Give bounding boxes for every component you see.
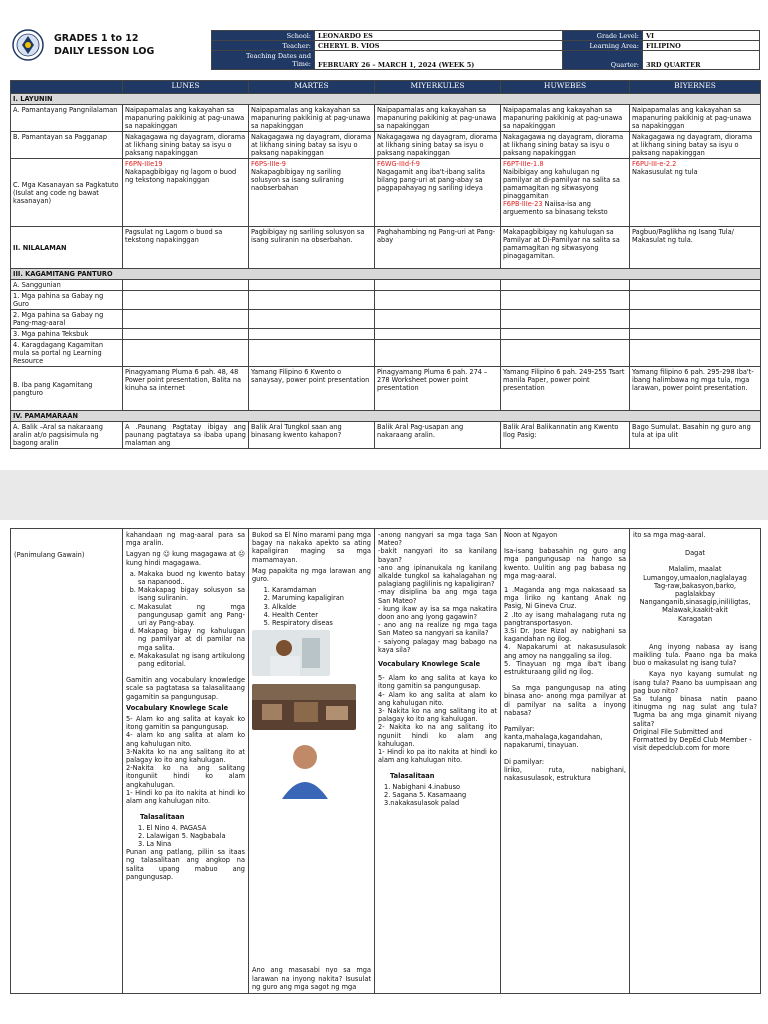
list-item: 3.nakakasulasok palad [384,799,460,808]
list-item: 5. Respiratory diseas [272,619,371,627]
cell: Naipapamalas ang kakayahan sa mapanuring pakikinig at pag-unawa sa napakinggan [123,105,249,132]
school-label: School: [212,31,315,41]
list-item: 3. Alkalde [272,603,371,611]
row-kasanayan [11,159,761,227]
row-label: 1. Mga pahina sa Gabay ng Guro [11,291,123,310]
day-header-huwebes: HUWEBES [501,81,630,94]
list-item: -anong nangyari sa mga taga San Mateo? [378,531,497,548]
text: kahandaan ng mag-aaral para sa mga aralin. [126,531,245,548]
cell: Bago Sumulat. Basahin ng guro ang tula at ipa ulit [630,422,761,449]
title-line1: GRADES 1 to 12 [54,33,139,44]
text: Pamilyar: [504,725,535,734]
dates-value: FEBRUARY 26 – MARCH 1, 2024 (WEEK 5) [315,51,563,70]
cell: Balik Aral Pag-usapan ang nakaraang aralin. [375,422,501,449]
poem-line: Lumangoy,umaalon,naglalayag [643,573,747,582]
row-pagganap [11,132,761,159]
list-item: d. Makapag bigay ng kahulugan ng pamilyar at di pamilar na mga salita. [138,627,245,652]
dirty-surroundings-photo [252,684,356,730]
cell: Pagsulat ng Lagom o buod sa tekstong napakinggan [123,227,249,269]
dates-label [212,51,315,70]
list-item: 4- alam ko ang salita at alam ko ang kahulugan nito. [126,731,245,748]
list-item: 2 .Ito ay isang mahalagang ruta ng pangtransportasyon. [504,610,626,627]
continuation-table [10,528,761,994]
list-item: 1. Karamdaman [272,586,371,594]
teacher-value: CHERYL B. VIOS [315,41,563,51]
cell [630,159,761,227]
cell: Yamang Filipino 6 pah. 249-255 Tsart manila Paper, power point presentation [501,367,630,411]
row-label: B. Iba pang Kagamitang pangturo [11,367,123,411]
subheading: Talasalitaan [390,772,435,781]
lesson-log-table [10,80,761,449]
list-item: 1. Nabighani 4.inabuso [384,782,461,791]
header-info-table [211,30,760,70]
list-item: c. Makasulat ng mga pangungusap gamit ang Pang-uri ay Pang-abay. [138,603,245,628]
quarter-label: Quarter: [563,51,643,70]
deped-seal-icon [12,29,44,61]
cell: Pinagyamang Pluma 6 pah. 48, 48 Power point presentation, Balita na kinuha sa internet [123,367,249,411]
text: Mag papakita ng mga larawan ang guro. [252,566,371,584]
page-2 [0,520,768,1024]
list-item: 2. Lalawigan 5. Nagbabala [138,831,226,840]
quarter-value: 3RD QUARTER [643,51,760,70]
cell: Pagbibigay ng sariling solusyon sa isang suliranin na obserbahan. [249,227,375,269]
text: Naibibigay ang kahulugan ng pamilyar at di-pamilyar na salita sa pamamagitan ng sitwasyong pinaggamitan [503,168,620,200]
row-label: A. Balik –Aral sa nakaraang aralin at/o pagsisimula ng bagong aralin [11,422,123,449]
row-gabay [11,291,761,310]
cell: Naipapamalas ang kakayahan sa mapanuring pakikinig at pag-unawa sa napakinggan [249,105,375,132]
row-iba [11,367,761,411]
subheading: Vocabulary Knowlege Scale [378,660,481,669]
poem-title: Dagat [685,549,705,558]
cell: Pinagyamang Pluma 6 pah. 274 – 278 Worksheet power point presentation [375,367,501,411]
grade-label: Grade Level: [563,31,643,41]
row-label: 3. Mga pahina Teksbuk [11,329,123,340]
poem-line: paglalakbay [674,590,716,599]
text: Isa-isang babasahin ng guro ang mga pangungusap na hango sa kwento. Uulitin ang pag babasa ng mga mag-aaral. [504,547,626,580]
section-label: IV. PAMAMARAAN [11,411,761,422]
dates-label-line2: Time: [292,60,311,68]
document-title [54,32,154,58]
row-balik [11,422,761,449]
section-layunin [11,94,761,105]
text: Nakapagbibigay ng lagom o buod ng tekstong napakinggan [125,168,237,184]
text: Ano ang masasabi nyo sa mga larawan na inyong nakita? Isusulat ng guro ang mga sagot ng mga [252,966,371,991]
row-teksbuk [11,329,761,340]
code: F6PS-IIIe-9 [251,160,286,168]
school-value: LEONARDO ES [315,31,563,41]
cell: Naipapamalas ang kakayahan sa mapanuring pakikinig at pag-unawa sa napakinggan [375,105,501,132]
list-item: 2- Nakita ko na ang salitang ito nguniit hindi ko alam ang kahulugan. [378,723,497,748]
list-item: -ano ang ipinanukala ng kanilang alkalde tungkol sa kahalagahan ng palagiang paglilinis ng kapaligiran? [378,563,497,589]
list-item: 1. El Nino 4. PAGASA [138,823,207,832]
text: Noon at Ngayon [504,531,558,539]
cell: Yamang Filipino 6 Kwento o sanaysay, power point presentation [249,367,375,411]
text: Bukod sa El Nino marami pang mga bagay na nakaka apekto sa ating kapaligiran maging sa mga mamamayan. [252,531,371,564]
cell: Nakagagawa ng dayagram, diorama at likhang sining batay sa isyu o paksang napakinggan [501,132,630,159]
text: Nagagamit ang iba't-ibang salita bilang pang-uri at pang-abay sa pagpapahayag ng sariling ideya [377,168,485,192]
poem-line: Malalim, maalat [668,565,722,574]
text: Nakapagbibigay ng sariling solusyon sa isang suliraning naobserbahan [251,168,344,192]
list-item: - kung ikaw ay isa sa mga nakatira doon ano ang iyong gagawin? [378,604,497,622]
cell-miyerkules [375,529,501,994]
list-item: -may disiplina ba ang mga taga San Mateo? [378,588,497,605]
text: Gamitin ang vocabulary knowledge scale sa pagtatasa sa talasalitaang gagamitin sa pangungusap. [126,676,245,701]
code: F6PU-III-e-2.2 [632,160,677,168]
extra [503,200,627,216]
cell [375,159,501,227]
cell: Pagbuo/Paglikha ng Isang Tula/ Makasulat ng tula. [630,227,761,269]
text: Di pamilyar: [504,757,545,766]
list-item: 1- Hindi ko pa ito nakita at hindi ko alam ang kahulugan nito. [126,788,245,806]
area-label: Learning Area: [563,41,643,51]
text: Punan ang patlang, piliin sa itaas ng talasalitaan ang angkop na salita upang mabuo ang pangungusap. [126,848,245,881]
text: Kaya nyo kayang sumulat ng isang tula? Paano ba uumpisaan ang pag buo nito? [633,670,757,695]
list-item: - ano ang na realize ng mga taga San Mateo sa nangyari sa kanila? [378,621,497,638]
list-item: 3.Si Dr. Jose Rizal ay nabighani sa kagandahan ng ilog. [504,627,626,644]
row-label: 2. Mga pahina sa Gabay ng Pang-mag-aaral [11,310,123,329]
poem-line: Karagatan [677,614,713,623]
code: F6WG-IIId-f-9 [377,160,420,168]
list-item: 2-Nakita ko na ang salitang itonguniit hindi ko alam angkahulugan. [126,764,245,789]
text: Lagyan ng ☺ kung magagawa at ☹ kung hindi magagawa. [126,550,245,567]
text: Sa mga pangungusap na ating binasa ano- anong mga pamilyar at di pamilyar na salita a inyong nabasa? [504,684,626,717]
cell: Paghahambing ng Pang-uri at Pang-abay [375,227,501,269]
list-item: 4- Alam ko ang salita at alam ko ang kahulugan nito. [378,690,497,707]
image-list [252,586,371,627]
day-header-miyerkules: MIYERKULES [375,81,501,94]
patient-photo [252,630,330,676]
list-item: 5- Alam ko ang salita at kaya ko itong gamitin sa pangungusap. [378,674,497,691]
subheading: Vocabulary Knowlege Scale [126,703,229,712]
cell: Naipapamalas ang kakayahan sa mapanuring pakikinig at pag-unawa sa napakinggan [501,105,630,132]
day-header-lunes: LUNES [123,81,249,94]
list-item: b. Makakapag bigay solusyon sa isang suliranin. [138,586,245,602]
text: kanta,mahalaga,kagandahan, napakarumi, tinayuan. [504,733,603,750]
footer-note: Original File Submitted and Formatted by DepEd Club Member - visit depedclub.com for more [633,727,752,753]
checklist [126,570,245,668]
row-label: (Panimulang Gawain) [11,529,123,994]
cell-biyernes [630,529,761,994]
row-label: A. Pamantayang Pangnilalaman [11,105,123,132]
list-item: 3. La Nina [138,839,172,848]
cell [123,159,249,227]
section-label: I. LAYUNIN [11,94,761,105]
list-item: 4. Health Center [272,611,371,619]
list-item: 5. Tinayuan ng mga iba't ibang estrukturaang gilid ng ilog. [504,659,626,677]
list-item: 3-Nakita ko na ang salitang ito at palagay ko ito ang kahulugan. [126,747,245,765]
area-value: FILIPINO [643,41,760,51]
list-item: 2. Maruming kapaligiran [272,594,371,602]
cell: Balik Aral Balikannatin ang Kwento Ilog Pasig: [501,422,630,449]
cell: Nakagagawa ng dayagram, diorama at likhang sining batay sa isyu o paksang napakinggan [249,132,375,159]
poem-line: Tag-raw,bakasyon,barko, [653,581,737,590]
text: liriko, ruta, nabighani, nakasusulasok, estruktura [504,765,626,783]
row-nilalaman [11,227,761,269]
row-label: 4. Karagdagang Kagamitan mula sa portal ng Learning Resource [11,340,123,367]
cell-huwebes [501,529,630,994]
section-pamamaraan [11,411,761,422]
section-label: III. KAGAMITANG PANTURO [11,269,761,280]
row-label: A. Sanggunian [11,280,123,291]
corner-cell [11,81,123,94]
poem-line: Malawak,kaakit-akit [662,606,728,615]
list-item: 4. Napakarumi at nakasusulasok ang amoy na nanggaling sa ilog. [504,643,626,660]
text: Ang inyong nabasa ay isang maikling tula. Paano nga ba maka buo o makasulat ng isang tula? [633,642,757,668]
poem-line: Nanganganib,sinasagip,inililigtas, [639,598,751,607]
cell [249,159,375,227]
list-item: e. Makakasulat ng isang artikulong pang editorial. [138,652,245,668]
teacher-label: Teacher: [212,41,315,51]
cell: Nakagagawa ng dayagram, diorama at likhang sining batay sa isyu o paksang napakinggan [123,132,249,159]
list-item: 1 .Maganda ang mga nakasaad sa mga liriko ng kantang Anak ng Pasig, Ni Gineva Cruz. [504,586,626,611]
cell: Yamang filipino 6 pah. 295-298 Iba't-ibang halimbawa ng mga tula, mga larawan, power point presentation. [630,367,761,411]
row-karagdagang [11,340,761,367]
row-pamantayang [11,105,761,132]
day-header-biyernes: BIYERNES [630,81,761,94]
list-item: 1- Hindi ko pa ito nakita at hindi ko alam ang kahulugan nito. [378,748,497,765]
code: F6PT-IIIe-1.8 [503,160,544,168]
text: Naiisa-isa ang arguemento sa binasang teksto [503,200,608,216]
row-label: B. Pamantayan sa Pagganap [11,132,123,159]
cell [501,159,630,227]
row-label: C. Mga Kasanayan sa Pagkatuto (Isulat ang code ng bawat kasanayan) [11,159,123,227]
grade-value: VI [643,31,760,41]
page-1 [0,0,768,470]
list-item: 3- Nakita ko na ang salitang ito at palagay ko ito ang kahulugan. [378,707,497,724]
list-item: -bakit nangyari ito sa kanilang bayan? [378,547,497,564]
code: F6PB-IIIe-23 [503,200,543,208]
cell-lunes [123,529,249,994]
list-item: - saiyong palagay mag babago na kaya sila? [378,637,497,654]
list-item: a. Makaka buod ng kwento batay sa napanood.. [138,570,245,586]
row-label: II. NILALAMAN [11,227,123,269]
cell: Makapagbibigay ng kahulugan sa Pamilyar at Di-Pamilyar na salita sa pamamagitan ng sitwasyong pinagagamitan. [501,227,630,269]
dates-label-line1: Teaching Dates and [245,52,311,60]
mayor-photo [274,739,336,799]
list-item: 5- Alam ko ang salita at kayak ko itong gamitin sa pangungusap. [126,715,245,732]
list-item: 2. Sagana 5. Kasamaang [384,790,467,799]
cell: A .Paunang Pagtatay ibigay ang paunang pagtataya sa ibaba upang malaman ang [123,422,249,449]
section-kagamitang [11,269,761,280]
cell-martes [249,529,375,994]
subheading: Talasalitaan [140,813,185,822]
title-line2: DAILY LESSON LOG [54,46,155,57]
cell: Balik Aral Tungkol saan ang binasang kwento kahapon? [249,422,375,449]
text: ito sa mga mag-aaral. [633,531,706,539]
cell: Nakagagawa ng dayagram, diorama at likhang sining batay sa isyu o paksang napakinggan [375,132,501,159]
row-pangmag [11,310,761,329]
row-sanggunian [11,280,761,291]
code: F6PN-IIIe19 [125,160,163,168]
text: Nakasusulat ng tula [632,168,698,176]
day-header-martes: MARTES [249,81,375,94]
cell: Naipapamalas ang kakayahan sa mapanuring pakikinig at pag-unawa sa napakinggan [630,105,761,132]
text: Sa tulang binasa natin paano itinugma ng nag sulat ang tula? Tugma ba ang mga ginamit niyang salita? [633,695,757,728]
poem [633,565,757,622]
cell: Nakagagawa ng dayagram, diorama at likhang sining batay sa isyu o paksang napakinggan [630,132,761,159]
